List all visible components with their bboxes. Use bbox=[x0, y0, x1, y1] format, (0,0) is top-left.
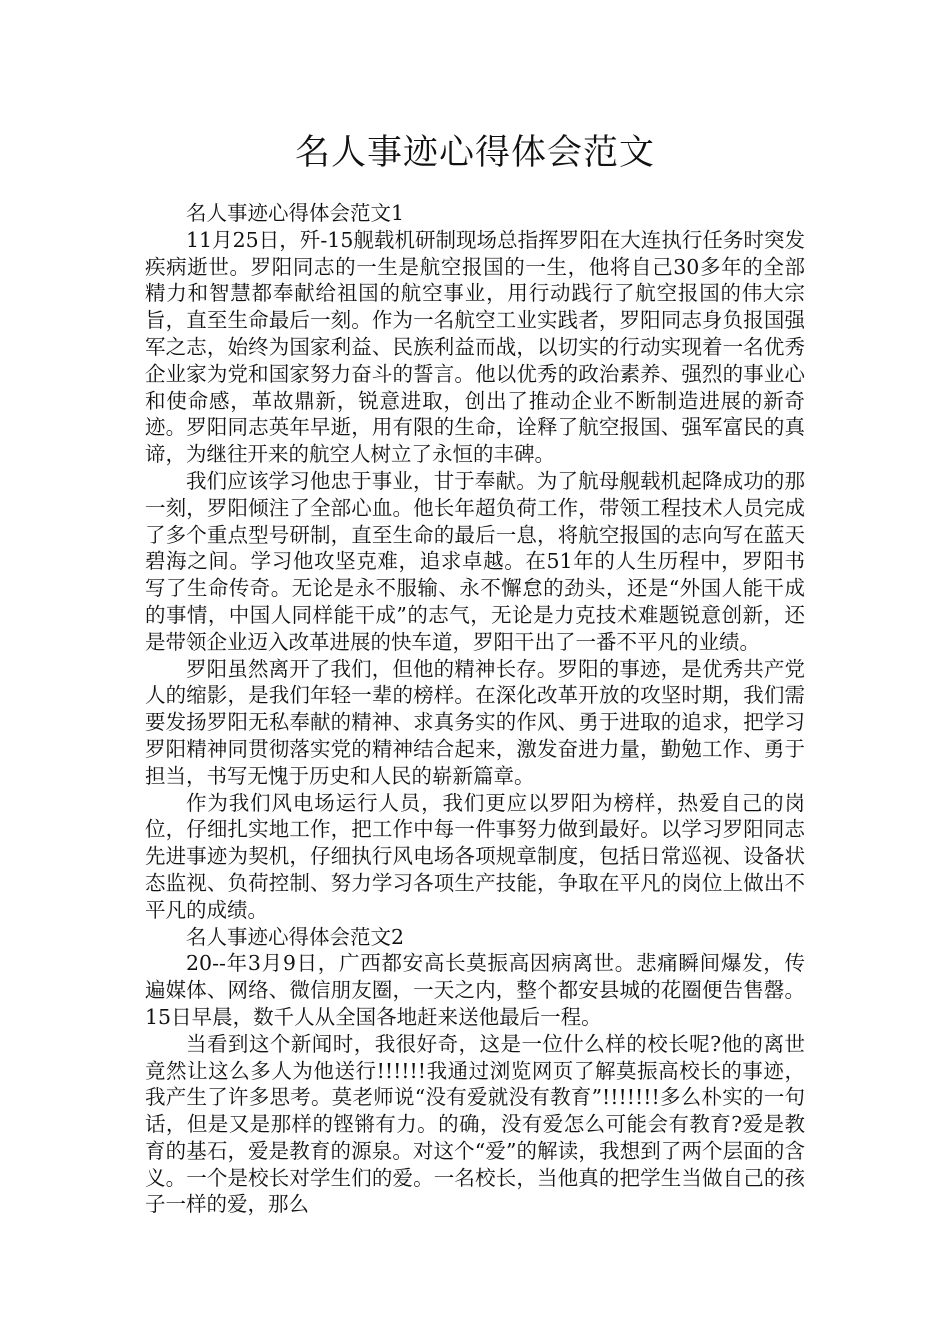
section-heading-2: 名人事迹心得体会范文2 bbox=[186, 924, 405, 949]
paragraph: 当看到这个新闻时，我很好奇，这是一位什么样的校长呢?他的离世竟然让这么多人为他送行!!!!!!我通过浏览网页了解莫振高校长的事迹，我产生了许多思考。莫老师说“没有爱就没有教育”!!!!!!!多么朴实的一句话，但是又是那样的铿锵有力。的确，没有爱怎么可能会有教育?爱是教育的基石，爱是教育的源泉。对这个“爱”的解读，我想到了两个层面的含义。一个是校长对学生们的爱。一名校长，当他真的把学生当做自己的孩子一样的爱，那么 bbox=[145, 1031, 805, 1217]
document-page bbox=[145, 0, 805, 1218]
section-heading-1: 名人事迹心得体会范文1 bbox=[186, 201, 405, 225]
paragraph: 罗阳虽然离开了我们，但他的精神长存。罗阳的事迹，是优秀共产党人的缩影，是我们年轻一辈的榜样。在深化改革开放的攻坚时期，我们需要发扬罗阳无私奉献的精神、求真务实的作风、勇于进取的追求，把学习罗阳精神同贯彻落实党的精神结合起来，激发奋进力量，勤勉工作、勇于担当，书写无愧于历史和人民的崭新篇章。 bbox=[145, 656, 805, 788]
paragraph: 11月25日，歼-15舰载机研制现场总指挥罗阳在大连执行任务时突发疾病逝世。罗阳同志的一生是航空报国的一生，他将自己30多年的全部精力和智慧都奉献给祖国的航空事业，用行动践行了航空报国的伟大宗旨，直至生命最后一刻。作为一名航空工业实践者，罗阳同志身负报国强军之志，始终为国家利益、民族利益而战，以切实的行动实现着一名优秀企业家为党和国家努力奋斗的誓言。他以优秀的政治素养、强烈的事业心和使命感，革故鼎新，锐意进取，创出了推动企业不断制造进展的新奇迹。罗阳同志英年早逝，用有限的生命，诠释了航空报国、强军富民的真谛，为继往开来的航空人树立了永恒的丰碑。 bbox=[145, 227, 805, 467]
document-body bbox=[145, 200, 805, 1218]
paragraph: 20--年3月9日，广西都安高长莫振高因病离世。悲痛瞬间爆发，传遍媒体、网络、微信朋友圈，一天之内，整个都安县城的花圈便告售罄。15日早晨，数千人从全国各地赶来送他最后一程。 bbox=[145, 951, 805, 1029]
document-title: 名人事迹心得体会范文 bbox=[294, 133, 655, 173]
paragraph: 我们应该学习他忠于事业，甘于奉献。为了航母舰载机起降成功的那一刻，罗阳倾注了全部心血。他长年超负荷工作，带领工程技术人员完成了多个重点型号研制，直至生命的最后一息，将航空报国的志向写在蓝天碧海之间。学习他攻坚克难，追求卓越。在51年的人生历程中，罗阳书写了生命传奇。无论是永不服输、永不懈怠的劲头，还是“外国人能干成的事情，中国人同样能干成”的志气，无论是力克技术难题锐意创新，还是带领企业迈入改革进展的快车道，罗阳干出了一番不平凡的业绩。 bbox=[145, 468, 805, 654]
paragraph: 作为我们风电场运行人员，我们更应以罗阳为榜样，热爱自己的岗位，仔细扎实地工作，把工作中每一件事努力做到最好。以学习罗阳同志先进事迹为契机，仔细执行风电场各项规章制度，包括日常巡视、设备状态监视、负荷控制、努力学习各项生产技能，争取在平凡的岗位上做出不平凡的成绩。 bbox=[145, 790, 805, 922]
